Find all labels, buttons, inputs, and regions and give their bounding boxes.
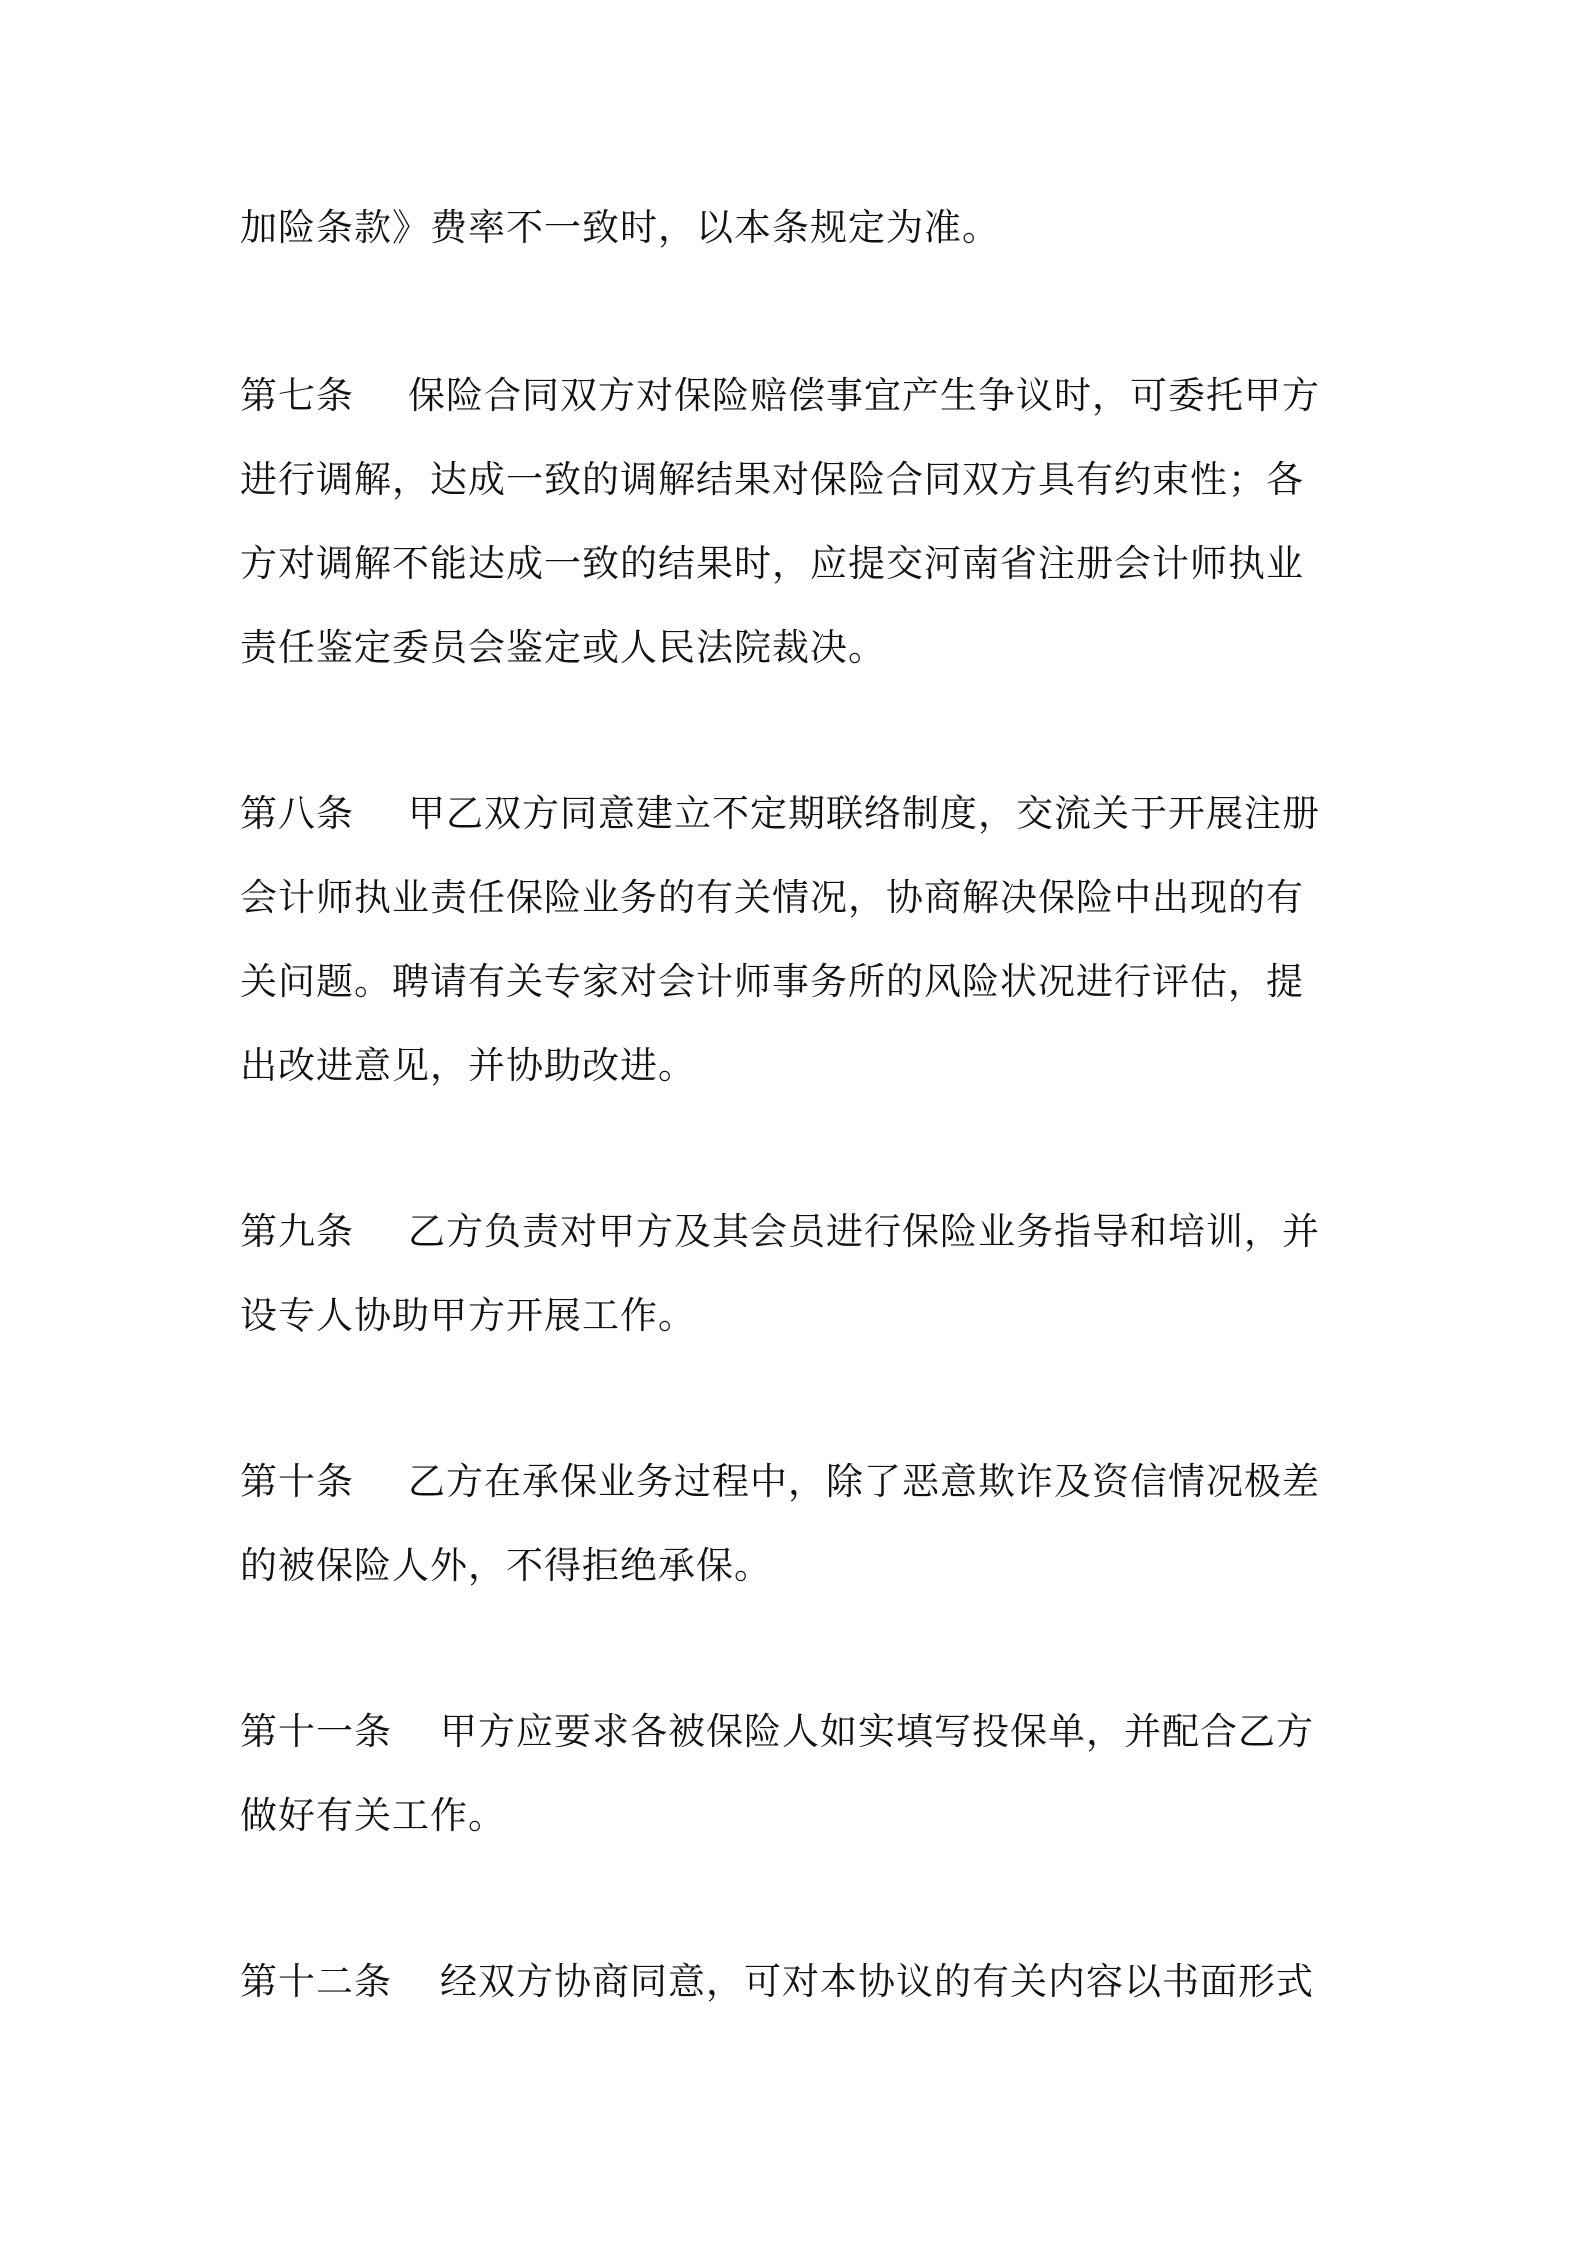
article-text: 甲方应要求各被保险人如实填写投保单，并配合乙方 xyxy=(440,1710,1314,1753)
article-text: 乙方负责对甲方及其会员进行保险业务指导和培训，并 xyxy=(408,1210,1320,1253)
paragraph-line: 加险条款》费率不一致时，以本条规定为准。 xyxy=(240,206,1000,249)
paragraph-line: 责任鉴定委员会鉴定或人民法院裁决。 xyxy=(240,626,886,669)
article-label: 第八条 xyxy=(240,792,354,835)
article-7 xyxy=(240,354,1360,690)
paragraph-line: 出改进意见，并协助改进。 xyxy=(240,1044,696,1087)
article-label: 第十二条 xyxy=(240,1960,392,2003)
article-text: 甲乙双方同意建立不定期联络制度，交流关于开展注册 xyxy=(408,792,1320,835)
paragraph-line: 会计师执业责任保险业务的有关情况，协商解决保险中出现的有 xyxy=(240,876,1304,919)
article-text: 乙方在承保业务过程中，除了恶意欺诈及资信情况极差 xyxy=(408,1460,1320,1503)
paragraph-line: 的被保险人外，不得拒绝承保。 xyxy=(240,1544,772,1587)
paragraph-line xyxy=(240,772,1360,856)
paragraph-line xyxy=(240,1440,1360,1524)
article-11 xyxy=(240,1690,1360,1858)
intro-paragraph xyxy=(240,186,1360,270)
paragraph-line xyxy=(240,1940,1360,2024)
paragraph-line: 进行调解，达成一致的调解结果对保险合同双方具有约束性；各 xyxy=(240,458,1304,501)
article-label: 第九条 xyxy=(240,1210,354,1253)
paragraph-line xyxy=(240,1190,1360,1274)
paragraph-line: 关问题。聘请有关专家对会计师事务所的风险状况进行评估，提 xyxy=(240,960,1304,1003)
paragraph-line xyxy=(240,1690,1360,1774)
article-8 xyxy=(240,772,1360,1108)
article-12 xyxy=(240,1940,1360,2024)
article-text: 经双方协商同意，可对本协议的有关内容以书面形式 xyxy=(440,1960,1314,2003)
article-label: 第七条 xyxy=(240,374,354,417)
article-text: 保险合同双方对保险赔偿事宜产生争议时，可委托甲方 xyxy=(408,374,1320,417)
article-10 xyxy=(240,1440,1360,1608)
paragraph-line xyxy=(240,354,1360,438)
paragraph-line: 做好有关工作。 xyxy=(240,1794,506,1837)
article-label: 第十一条 xyxy=(240,1710,392,1753)
article-9 xyxy=(240,1190,1360,1358)
paragraph-line: 方对调解不能达成一致的结果时，应提交河南省注册会计师执业 xyxy=(240,542,1304,585)
article-label: 第十条 xyxy=(240,1460,354,1503)
paragraph-line: 设专人协助甲方开展工作。 xyxy=(240,1294,696,1337)
